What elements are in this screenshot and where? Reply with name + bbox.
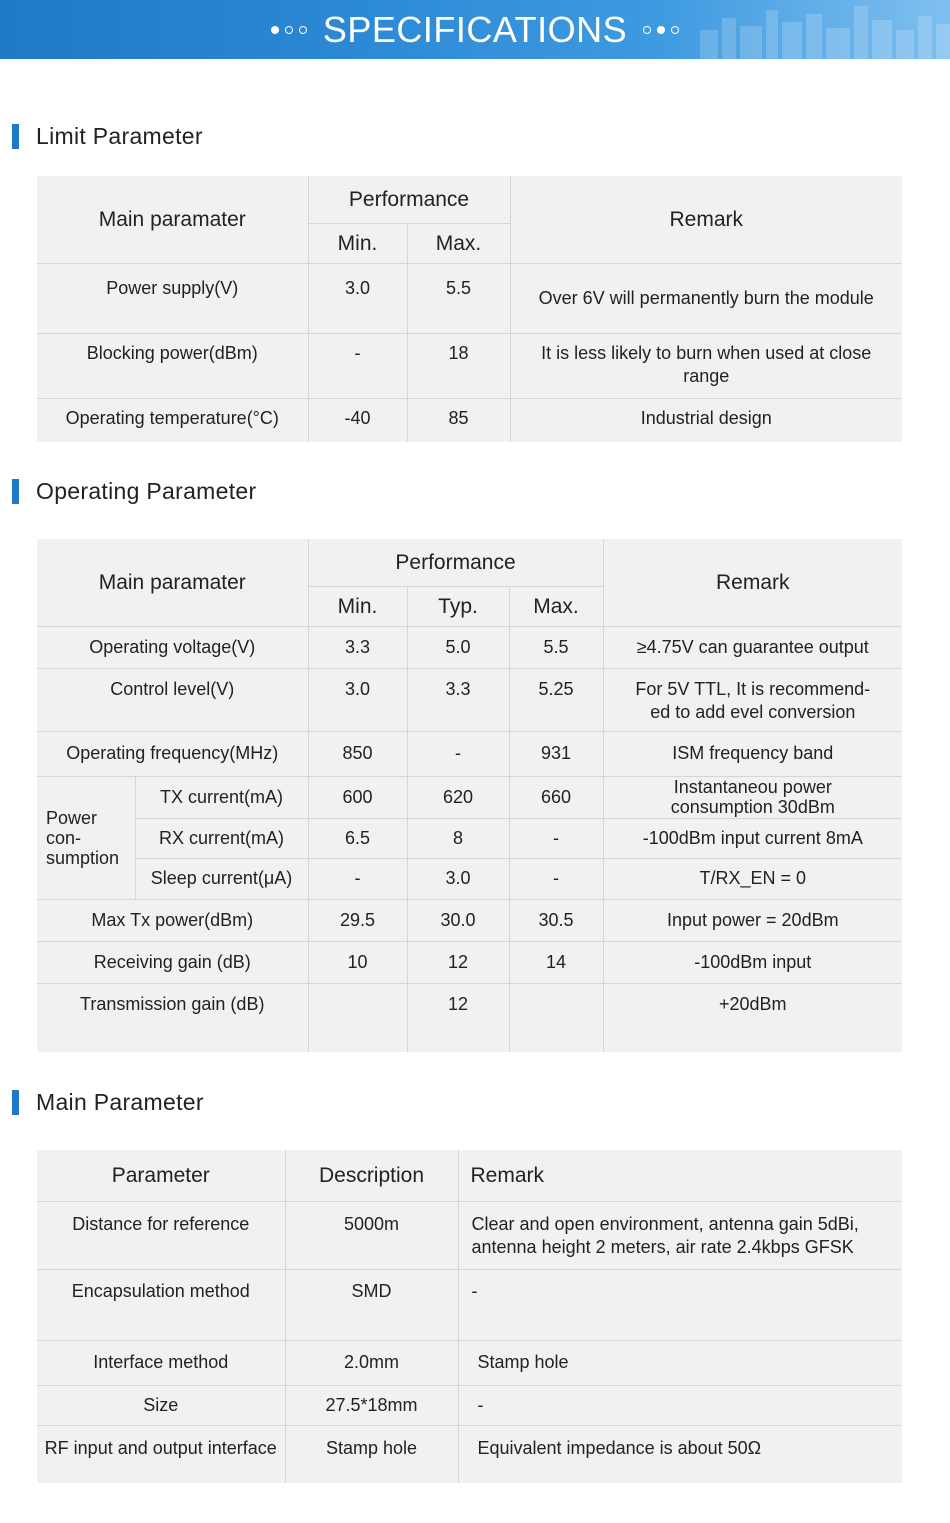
header-description: Description: [285, 1150, 458, 1201]
max-value: 85: [407, 398, 510, 442]
header-performance: Performance: [308, 176, 510, 223]
max-value: 18: [407, 333, 510, 398]
power-consumption-group: Power con-sumption: [37, 776, 135, 899]
heading-marker: [12, 479, 19, 504]
operating-parameter-table: [37, 539, 902, 1052]
table-row: [37, 731, 902, 776]
specifications-banner: [0, 0, 950, 59]
section-title: Main Parameter: [36, 1088, 204, 1115]
description-value: SMD: [285, 1269, 458, 1340]
max-value: 5.5: [509, 626, 603, 668]
main-parameter-table: [37, 1150, 902, 1483]
param-name: Control level(V): [37, 668, 308, 731]
table-row: [37, 626, 902, 668]
max-value: 14: [509, 941, 603, 983]
header-remark: Remark: [458, 1150, 902, 1201]
remark-value: T/RX_EN = 0: [603, 858, 902, 899]
right-dots-icon: [643, 26, 679, 34]
min-value: 29.5: [308, 899, 407, 941]
section-title: Limit Parameter: [36, 122, 203, 149]
table-row: [37, 1269, 902, 1340]
param-name: Operating voltage(V): [37, 626, 308, 668]
header-main-parameter: Main paramater: [37, 176, 308, 263]
description-value: Stamp hole: [285, 1425, 458, 1483]
typ-value: 30.0: [407, 899, 509, 941]
table-row: [37, 983, 902, 1052]
min-value: 3.0: [308, 263, 407, 333]
remark-value: Equivalent impedance is about 50Ω: [458, 1425, 902, 1483]
param-name: Power supply(V): [37, 263, 308, 333]
typ-value: 3.3: [407, 668, 509, 731]
left-dots-icon: [271, 26, 307, 34]
typ-value: 8: [407, 818, 509, 858]
param-name: Operating temperature(°C): [37, 398, 308, 442]
param-name: Encapsulation method: [37, 1269, 285, 1340]
min-value: 600: [308, 776, 407, 818]
max-value: [509, 983, 603, 1052]
remark-value: ≥4.75V can guarantee output: [603, 626, 902, 668]
min-value: -40: [308, 398, 407, 442]
header-typ: Typ.: [407, 586, 509, 626]
param-name: Blocking power(dBm): [37, 333, 308, 398]
min-value: 850: [308, 731, 407, 776]
param-name: Transmission gain (dB): [37, 983, 308, 1052]
max-value: -: [509, 858, 603, 899]
remark-value: Industrial design: [510, 398, 902, 442]
typ-value: 5.0: [407, 626, 509, 668]
typ-value: 3.0: [407, 858, 509, 899]
param-name: RF input and output interface: [37, 1425, 285, 1483]
operating-parameter-heading: [12, 478, 256, 504]
min-value: 6.5: [308, 818, 407, 858]
typ-value: 12: [407, 941, 509, 983]
header-min: Min.: [308, 586, 407, 626]
table-row: [37, 858, 902, 899]
typ-value: -: [407, 731, 509, 776]
table-row: [37, 1385, 902, 1425]
min-value: -: [308, 858, 407, 899]
table-row: [37, 398, 902, 442]
header-performance: Performance: [308, 539, 603, 586]
table-row: [37, 1201, 902, 1269]
max-value: 931: [509, 731, 603, 776]
table-row: [37, 1425, 902, 1483]
table-row: [37, 818, 902, 858]
table-row: [37, 776, 902, 818]
remark-value: +20dBm: [603, 983, 902, 1052]
remark-value: Input power = 20dBm: [603, 899, 902, 941]
banner-title: SPECIFICATIONS: [322, 8, 628, 50]
remark-value: -100dBm input: [603, 941, 902, 983]
typ-value: 12: [407, 983, 509, 1052]
heading-marker: [12, 1090, 19, 1115]
param-name: TX current(mA): [135, 776, 308, 818]
description-value: 5000m: [285, 1201, 458, 1269]
remark-value: Instantaneou power consumption 30dBm: [603, 776, 902, 818]
max-value: 5.25: [509, 668, 603, 731]
min-value: 3.3: [308, 626, 407, 668]
param-name: Size: [37, 1385, 285, 1425]
min-value: [308, 983, 407, 1052]
remark-value: -: [458, 1385, 902, 1425]
param-name: Distance for reference: [37, 1201, 285, 1269]
min-value: 3.0: [308, 668, 407, 731]
header-max: Max.: [407, 223, 510, 263]
remark-value: ISM frequency band: [603, 731, 902, 776]
param-name: RX current(mA): [135, 818, 308, 858]
param-name: Receiving gain (dB): [37, 941, 308, 983]
max-value: -: [509, 818, 603, 858]
table-row: [37, 263, 902, 333]
remark-value: It is less likely to burn when used at close range: [510, 333, 902, 398]
remark-value: Stamp hole: [458, 1340, 902, 1385]
city-skyline-icon: [690, 0, 950, 59]
limit-parameter-heading: [12, 123, 203, 149]
table-row: [37, 1340, 902, 1385]
max-value: 30.5: [509, 899, 603, 941]
max-value: 660: [509, 776, 603, 818]
header-main-parameter: Main paramater: [37, 539, 308, 626]
remark-value: -: [458, 1269, 902, 1340]
description-value: 27.5*18mm: [285, 1385, 458, 1425]
max-value: 5.5: [407, 263, 510, 333]
description-value: 2.0mm: [285, 1340, 458, 1385]
param-name: Operating frequency(MHz): [37, 731, 308, 776]
table-row: [37, 668, 902, 731]
header-min: Min.: [308, 223, 407, 263]
min-value: -: [308, 333, 407, 398]
limit-parameter-table: [37, 176, 902, 442]
table-row: [37, 899, 902, 941]
heading-marker: [12, 124, 19, 149]
typ-value: 620: [407, 776, 509, 818]
param-name: Interface method: [37, 1340, 285, 1385]
table-row: [37, 941, 902, 983]
header-parameter: Parameter: [37, 1150, 285, 1201]
table-row: [37, 333, 902, 398]
remark-value: Clear and open environment, antenna gain 5dBi, antenna height 2 meters, air rate 2.4kbps GFSK: [458, 1201, 902, 1269]
header-remark: Remark: [603, 539, 902, 626]
min-value: 10: [308, 941, 407, 983]
header-remark: Remark: [510, 176, 902, 263]
header-max: Max.: [509, 586, 603, 626]
remark-value: -100dBm input current 8mA: [603, 818, 902, 858]
remark-value: For 5V TTL, It is recommend-ed to add evel conversion: [603, 668, 902, 731]
main-parameter-heading: [12, 1089, 204, 1115]
remark-value: Over 6V will permanently burn the module: [510, 263, 902, 333]
param-name: Sleep current(μA): [135, 858, 308, 899]
section-title: Operating Parameter: [36, 477, 257, 504]
param-name: Max Tx power(dBm): [37, 899, 308, 941]
